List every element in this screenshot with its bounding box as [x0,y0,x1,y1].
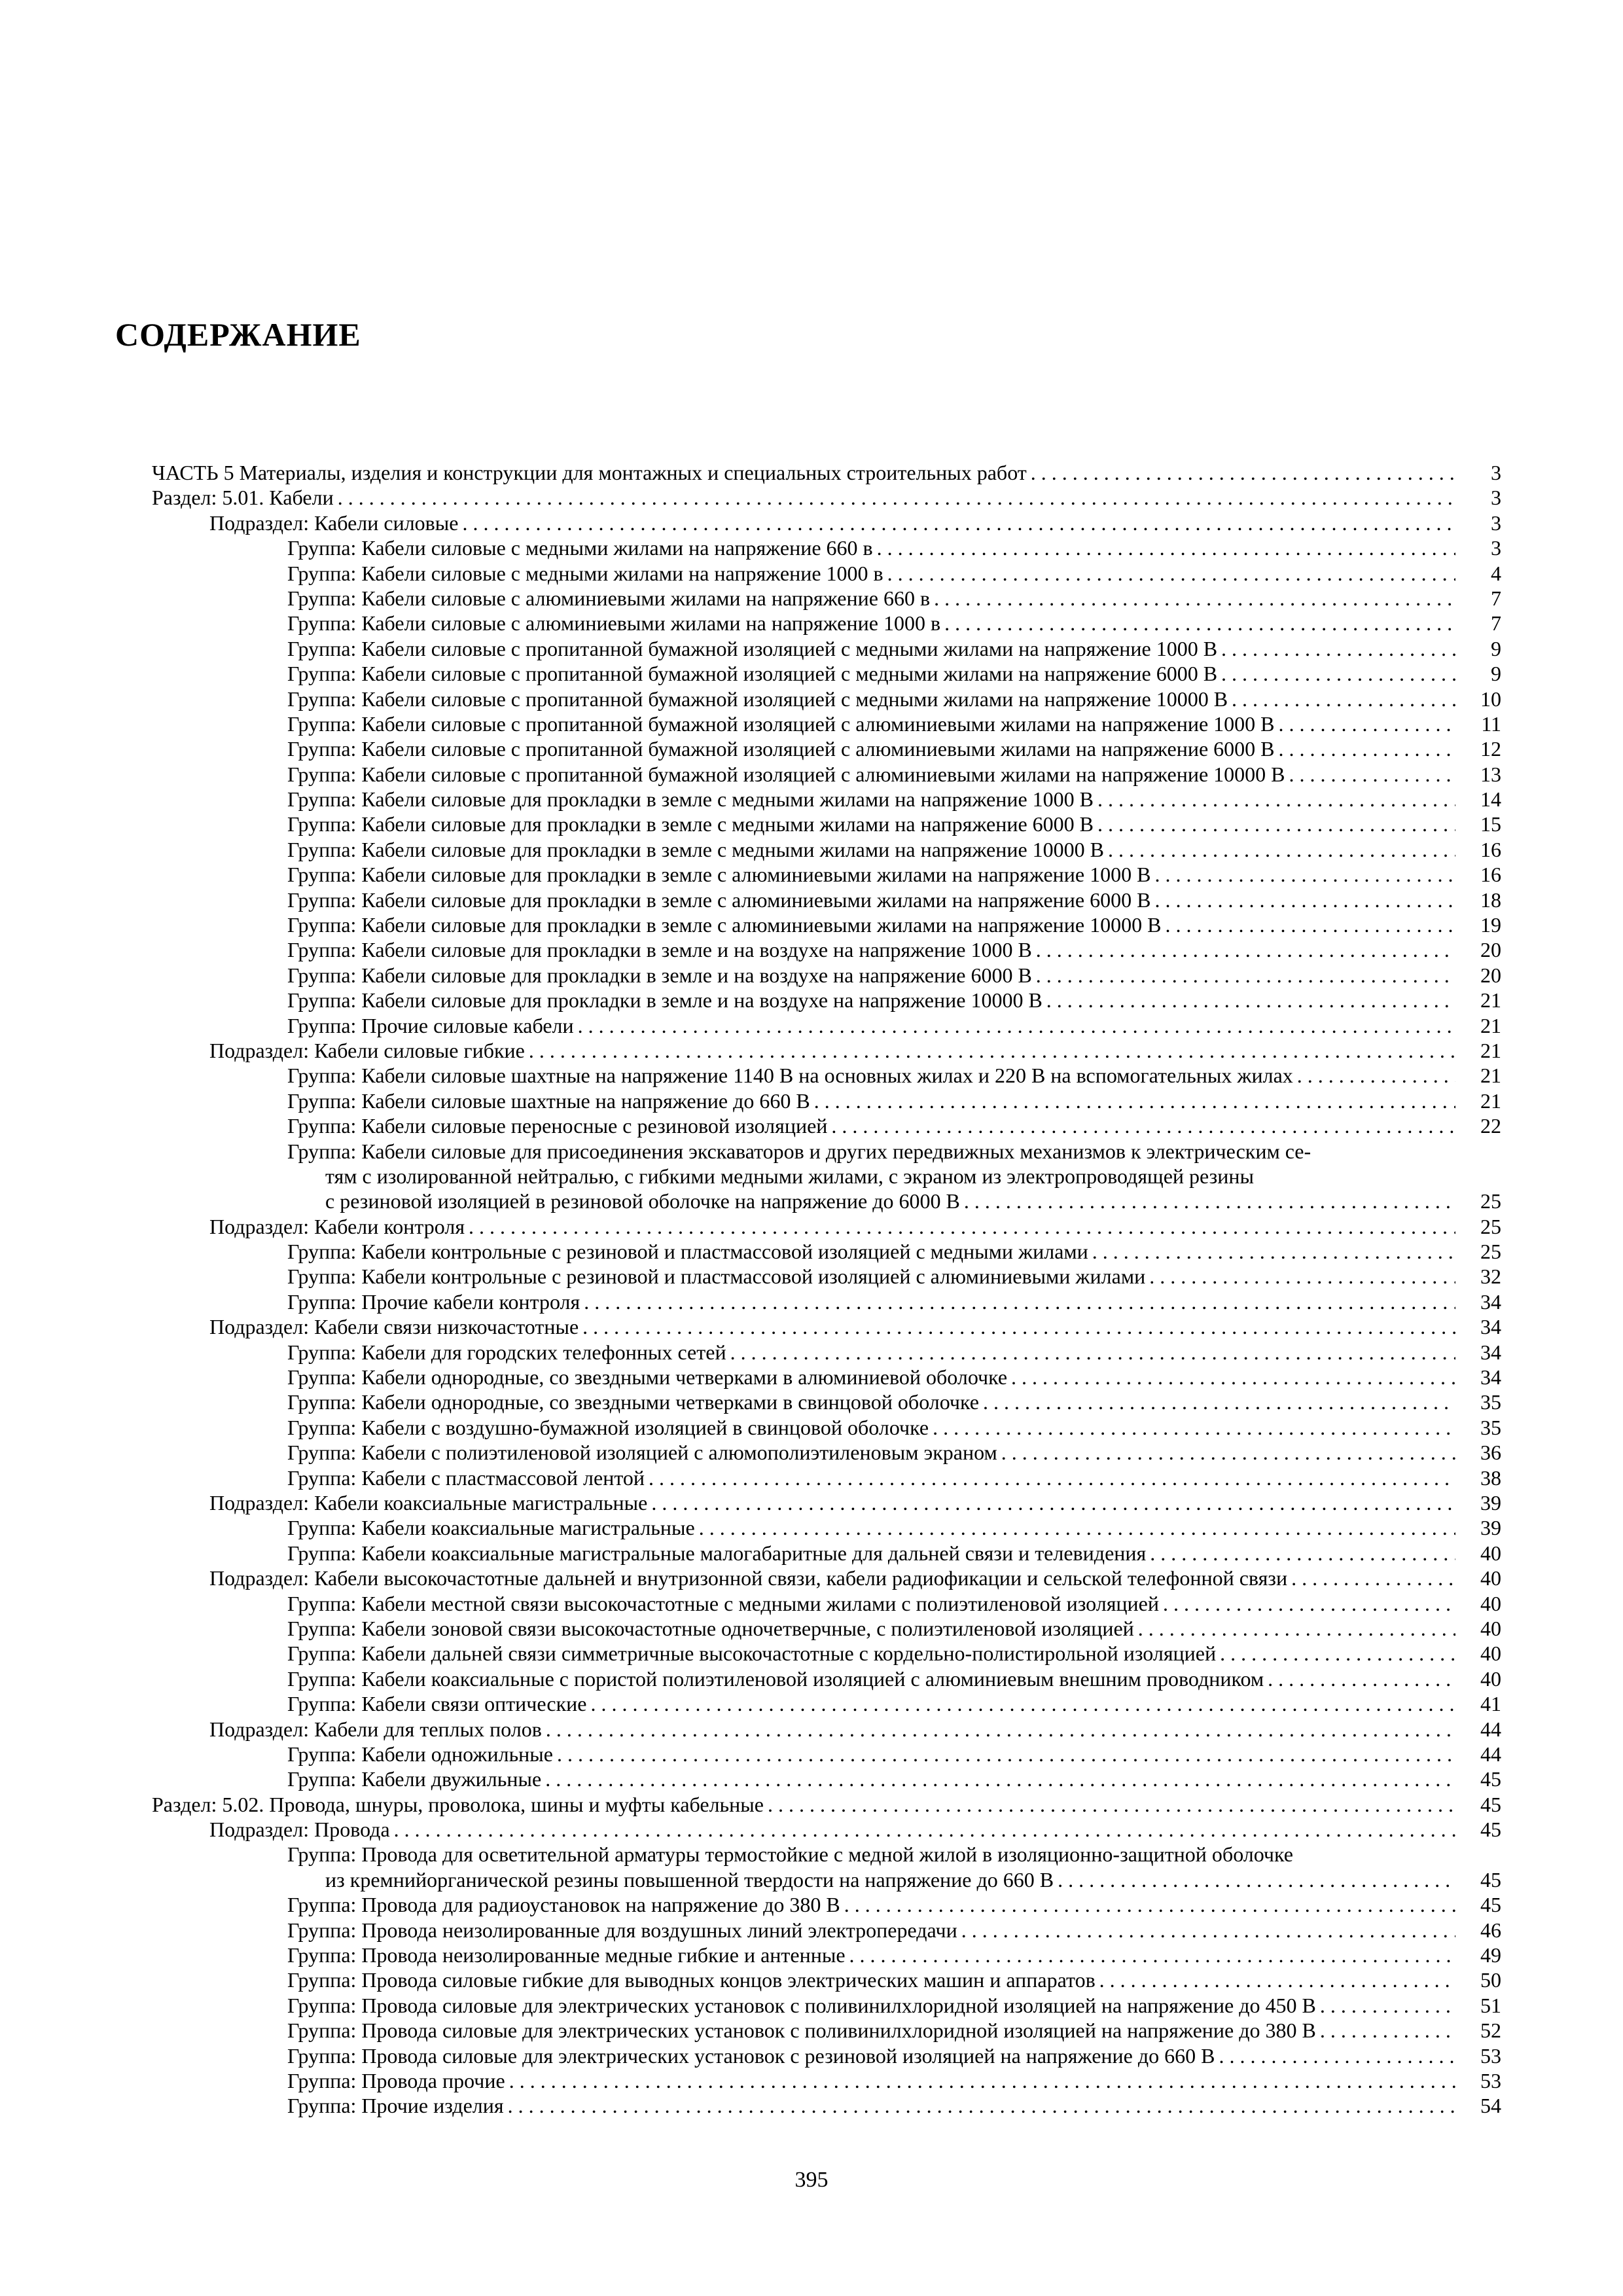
toc-page-number: 46 [1480,1918,1501,1942]
toc-page-number: 3 [1491,486,1501,510]
toc-entry-text: Группа: Кабели силовые шахтные на напряжение до 660 В [287,1088,810,1113]
toc-entry[interactable] [152,1541,1501,1566]
toc-page-number: 44 [1480,1742,1501,1766]
toc-entry[interactable] [152,1063,1501,1088]
toc-page-number: 45 [1480,1792,1501,1816]
toc-page-number: 39 [1480,1516,1501,1540]
dot-leader [390,1817,1455,1842]
dot-leader [1094,787,1455,812]
toc-entry[interactable] [152,1691,1501,1716]
dot-leader [1146,1541,1455,1566]
toc-page-number: 40 [1480,1641,1501,1666]
dot-leader [334,485,1455,510]
toc-page-number: 3 [1491,536,1501,560]
toc-page-number: 50 [1480,1968,1501,1992]
toc-entry[interactable] [152,1390,1501,1414]
toc-entry-text: Группа: Кабели силовые с пропитанной бумажной изоляцией с медными жилами на напряжение 10000 В [287,687,1228,711]
toc-page-number: 9 [1491,636,1501,660]
toc-entry[interactable] [152,1239,1501,1264]
toc-page-number: 45 [1480,1818,1501,1842]
toc-entry[interactable] [152,888,1501,912]
toc-entry-text: Группа: Провода для радиоустановок на напряжение до 380 В [287,1893,840,1917]
toc-page-number: 34 [1480,1289,1501,1314]
toc-entry[interactable] [152,862,1501,887]
toc-entry[interactable] [152,1566,1501,1590]
toc-entry[interactable] [152,1289,1501,1314]
dot-leader [579,1314,1455,1339]
toc-entry-text: Группа: Кабели однородные, со звездными четверками в алюминиевой оболочке [287,1365,1008,1390]
toc-page-number: 40 [1480,1541,1501,1565]
toc-entry[interactable] [152,511,1501,535]
toc-entry[interactable] [152,2093,1501,2118]
toc-entry-text: Подраздел: Кабели коаксиальные магистральные [209,1491,648,1515]
toc-entry-text: Группа: Кабели для городских телефонных сетей [287,1340,726,1364]
dot-leader [1274,736,1455,761]
toc-entry-text: Группа: Кабели с пластмассовой лентой [287,1465,645,1490]
dot-leader [930,586,1455,611]
toc-entry-text: Группа: Кабели двужильные [287,1767,542,1791]
dot-leader [1096,1967,1455,1992]
dot-leader [997,1440,1455,1465]
page-number: 395 [794,2168,829,2192]
toc-entry[interactable] [152,2043,1501,2068]
dot-leader [1032,937,1455,962]
toc-entry-text: Группа: Кабели силовые для прокладки в земле с алюминиевыми жилами на напряжение 10000 В [287,913,1162,937]
toc-page-number: 16 [1480,837,1501,861]
dot-leader [580,1289,1455,1314]
toc-entry-text: Подраздел: Кабели для теплых полов [209,1717,542,1741]
toc-entry-text: Группа: Кабели местной связи высокочастотные с медными жилами с полиэтиленовой изоляцией [287,1591,1159,1615]
dot-leader [647,1490,1455,1515]
toc-entry-text: Раздел: 5.02. Провода, шнуры, проволока, шины и муфты кабельные [152,1792,764,1816]
toc-entry-text: Группа: Кабели контрольные с резиновой и пластмассовой изоляцией с медными жилами [287,1240,1088,1264]
toc-entry[interactable] [152,1967,1501,1992]
toc-page-number: 53 [1480,2043,1501,2068]
toc-entry-text: Группа: Кабели с полиэтиленовой изоляцией с алюмополиэтиленовым экраном [287,1441,997,1465]
toc-entry-text: Группа: Кабели силовые с медными жилами на напряжение 1000 в [287,561,883,585]
toc-entry-text: Группа: Кабели силовые с пропитанной бумажной изоляцией с медными жилами на напряжение 1000 В [287,636,1218,660]
toc-entry-text: Группа: Кабели одножильные [287,1742,553,1766]
toc-entry-text: Группа: Кабели силовые для прокладки в земле с медными жилами на напряжение 1000 В [287,787,1094,812]
dot-leader [1217,636,1455,661]
toc-entry[interactable] [152,687,1501,711]
dot-leader [1054,1867,1455,1892]
dot-leader [960,1189,1455,1213]
toc-entry[interactable] [152,1892,1501,1917]
toc-entry[interactable] [152,1490,1501,1515]
toc-page-number: 34 [1480,1340,1501,1364]
toc-page-number: 22 [1480,1114,1501,1138]
toc-entry-text: Группа: Кабели силовые для прокладки в земле с алюминиевыми жилами на напряжение 1000 В [287,863,1151,887]
dot-leader [1043,988,1455,1013]
toc-entry-text: Подраздел: Кабели силовые [209,511,459,535]
toc-page-number: 25 [1480,1189,1501,1213]
toc-entry[interactable] [152,1265,1501,1289]
dot-leader [979,1390,1455,1414]
toc-entry-text: Группа: Кабели силовые с пропитанной бумажной изоляцией с медными жилами на напряжение 6000 В [287,662,1218,686]
toc-entry-text: Группа: Кабели зоновой связи высокочастотные одночетверчные, с полиэтиленовой изоляцией [287,1616,1134,1640]
toc-entry-text: Подраздел: Кабели контроля [209,1214,465,1238]
toc-entry-text: Группа: Кабели силовые с пропитанной бумажной изоляцией с алюминиевыми жилами на напряжение 6000 В [287,737,1275,761]
toc-entry-text: Группа: Кабели силовые для прокладки в земле с медными жилами на напряжение 6000 В [287,812,1094,836]
toc-entry[interactable] [152,1365,1501,1390]
dot-leader [574,1013,1455,1038]
toc-entry[interactable] [152,937,1501,962]
dot-leader [1145,1264,1455,1289]
dot-leader [504,2093,1455,2118]
dot-leader [541,1767,1455,1791]
toc-page-number: 45 [1480,1893,1501,1917]
dot-leader [1228,687,1455,711]
dot-leader [883,561,1455,586]
dot-leader [764,1792,1455,1817]
toc-page-number: 34 [1480,1315,1501,1339]
dot-leader [695,1515,1455,1540]
dot-leader [1216,1641,1455,1666]
toc-page-number: 45 [1480,1767,1501,1791]
toc-page-number: 14 [1480,787,1501,812]
toc-page-number: 7 [1491,611,1501,636]
toc-page-number: 3 [1491,460,1501,484]
dot-leader [873,535,1455,560]
toc-page-number: 20 [1480,963,1501,987]
toc-page-number: 25 [1480,1240,1501,1264]
toc-entry-text: Группа: Кабели силовые с алюминиевыми жилами на напряжение 660 в [287,586,931,610]
dot-leader [1150,888,1455,912]
toc-entry[interactable] [152,963,1501,988]
toc-entry-text: Подраздел: Провода [209,1818,390,1842]
toc-entry[interactable] [152,1792,1501,1817]
toc-page-number: 21 [1480,1038,1501,1062]
toc-entry-text: Группа: Прочие силовые кабели [287,1013,574,1037]
toc-page-number: 32 [1480,1265,1501,1289]
toc-entry-text: Группа: Провода силовые для электрических установок с резиновой изоляцией на напряжение до 660 В [287,2043,1215,2068]
toc-entry[interactable] [152,561,1501,586]
toc-page-number: 39 [1480,1491,1501,1515]
dot-leader [1088,1239,1455,1264]
toc-entry-text: Подраздел: Кабели силовые гибкие [209,1038,525,1062]
dot-leader [929,1415,1455,1440]
toc-entry[interactable] [152,1013,1501,1038]
toc-entry[interactable] [152,1817,1501,1842]
toc-entry-text: Группа: Прочие изделия [287,2094,504,2118]
toc-page-number: 9 [1491,662,1501,686]
toc-entry-text: тям с изолированной нейтралью, с гибкими медными жилами, с экраном из электропроводящей резины [325,1164,1254,1188]
toc-entry-text: Группа: Кабели коаксиальные магистральные малогабаритные для дальней связи и телевидения [287,1541,1147,1565]
toc-entry-text: Группа: Провода неизолированные для воздушных линий электропередачи [287,1918,957,1942]
toc-page-number: 25 [1480,1214,1501,1238]
toc-entry-text: Группа: Кабели связи оптические [287,1692,587,1716]
toc-entry[interactable] [152,2068,1501,2093]
toc-entry[interactable] [152,1666,1501,1691]
toc-entry-text: Подраздел: Кабели связи низкочастотные [209,1315,579,1339]
dot-leader [1215,2043,1455,2068]
toc-entry-text: Группа: Кабели силовые для присоединения экскаваторов и других передвижных механизмов к электрическим се- [287,1139,1311,1163]
toc-entry-text: ЧАСТЬ 5 Материалы, изделия и конструкции для монтажных и специальных строительных работ [152,460,1027,484]
toc-entry[interactable] [152,1415,1501,1440]
toc-entry[interactable] [152,1113,1501,1138]
toc-entry[interactable] [152,1340,1501,1365]
dot-leader [1287,1566,1455,1590]
toc-page-number: 40 [1480,1666,1501,1691]
toc-entry-text: Группа: Провода силовые для электрических установок с поливинилхлоридной изоляцией на напряжение до 380 В [287,2018,1316,2043]
toc-entry[interactable] [152,460,1501,485]
toc-page-number: 40 [1480,1566,1501,1590]
dot-leader [525,1038,1455,1063]
toc-page-number: 21 [1480,1064,1501,1088]
dot-leader [1316,1993,1455,2018]
dot-leader [645,1465,1455,1490]
toc-page-number: 34 [1480,1365,1501,1390]
dot-leader [458,511,1455,535]
toc-page-number: 7 [1491,586,1501,610]
toc-entry-text: Раздел: 5.01. Кабели [152,486,334,510]
toc-entry[interactable] [152,485,1501,510]
toc-entry-text: Группа: Кабели силовые для прокладки в земле с медными жилами на напряжение 10000 В [287,837,1104,861]
toc-entry-text: Группа: Провода силовые для электрических установок с поливинилхлоридной изоляцией на напряжение до 450 В [287,1993,1316,2017]
toc-entry[interactable] [152,2018,1501,2043]
toc-entry-text: Подраздел: Кабели высокочастотные дальней и внутризонной связи, кабели радиофикации и сельской телефонной связи [209,1566,1288,1590]
dot-leader [1293,1063,1455,1088]
toc-entry[interactable] [152,988,1501,1013]
dot-leader [1161,912,1455,937]
dot-leader [586,1691,1455,1716]
toc-page-number: 21 [1480,1088,1501,1113]
dot-leader [1094,812,1455,836]
toc-entry[interactable] [152,1038,1501,1063]
toc-entry-text: Группа: Кабели силовые с медными жилами на напряжение 660 в [287,536,873,560]
toc-entry[interactable] [152,812,1501,836]
toc-entry[interactable] [152,1943,1501,1967]
dot-leader [957,1918,1455,1943]
page-title: СОДЕРЖАНИЕ [115,316,361,353]
toc-page-number: 20 [1480,938,1501,962]
toc-page-number: 21 [1480,988,1501,1013]
toc-entry[interactable] [152,762,1501,787]
dot-leader [940,611,1455,636]
toc-entry-text: Группа: Кабели коаксиальные с пористой полиэтиленовой изоляцией с алюминиевым внешним проводником [287,1666,1264,1691]
toc-entry-text: Группа: Кабели однородные, со звездными четверками в свинцовой оболочке [287,1390,979,1414]
toc-page-number: 38 [1480,1465,1501,1490]
toc-entry[interactable] [152,1591,1501,1616]
dot-leader [726,1340,1455,1365]
table-of-contents [152,460,1501,2119]
dot-leader [1316,2018,1455,2043]
toc-entry-text: Группа: Кабели силовые с пропитанной бумажной изоляцией с алюминиевыми жилами на напряжение 1000 В [287,711,1275,736]
toc-page-number: 49 [1480,1943,1501,1967]
toc-entry[interactable] [152,586,1501,611]
dot-leader [840,1892,1455,1917]
dot-leader [1159,1591,1455,1616]
dot-leader [542,1717,1455,1742]
toc-entry-text: Группа: Провода неизолированные медные гибкие и антенные [287,1943,846,1967]
toc-page-number: 4 [1491,561,1501,585]
toc-page-number: 11 [1481,711,1501,736]
dot-leader [1104,837,1455,862]
toc-entry-text: Группа: Кабели контрольные с резиновой и пластмассовой изоляцией с алюминиевыми жилами [287,1265,1146,1289]
dot-leader [1274,711,1455,736]
toc-entry-text: Группа: Кабели силовые для прокладки в земле и на воздухе на напряжение 1000 В [287,938,1032,962]
dot-leader [1032,963,1455,988]
toc-entry[interactable] [152,1465,1501,1490]
toc-page-number: 44 [1480,1717,1501,1741]
toc-entry[interactable] [152,1616,1501,1641]
toc-page-number: 53 [1480,2068,1501,2092]
toc-page-number: 40 [1480,1616,1501,1640]
toc-entry[interactable] [152,611,1501,636]
toc-entry[interactable] [152,787,1501,812]
toc-page-number: 3 [1491,511,1501,535]
toc-page-number: 10 [1480,687,1501,711]
toc-entry-text: из кремнийорганической резины повышенной твердости на напряжение до 660 В [325,1867,1054,1892]
toc-page-number: 35 [1480,1390,1501,1414]
toc-entry-text: Группа: Кабели коаксиальные магистральные [287,1516,695,1540]
toc-entry[interactable] [152,661,1501,686]
toc-page-number: 45 [1480,1867,1501,1892]
toc-page-number: 13 [1480,762,1501,786]
toc-page-number: 21 [1480,1013,1501,1037]
toc-entry[interactable] [152,535,1501,560]
toc-entry-text: Группа: Кабели силовые переносные с резиновой изоляцией [287,1114,828,1138]
toc-entry-text: Группа: Кабели силовые для прокладки в земле и на воздухе на напряжение 6000 В [287,963,1032,987]
toc-page-number: 35 [1480,1415,1501,1439]
dot-leader [846,1943,1455,1967]
toc-entry-text: с резиновой изоляцией в резиновой оболочке на напряжение до 6000 В [325,1189,960,1213]
toc-entry-text: Группа: Кабели силовые с алюминиевыми жилами на напряжение 1000 в [287,611,941,636]
toc-entry-text: Группа: Кабели силовые шахтные на напряжение 1140 В на основных жилах и 220 В на вспомогательных жилах [287,1064,1293,1088]
toc-entry-text: Группа: Провода прочие [287,2068,505,2092]
toc-entry[interactable] [152,1314,1501,1339]
toc-entry[interactable] [152,736,1501,761]
dot-leader [553,1742,1455,1767]
toc-entry-text: Группа: Провода силовые гибкие для выводных концов электрических машин и аппаратов [287,1968,1096,1992]
toc-entry[interactable] [152,1515,1501,1540]
toc-entry[interactable] [152,1139,1501,1214]
dot-leader [1285,762,1455,787]
toc-entry-text: Группа: Прочие кабели контроля [287,1289,580,1314]
toc-page-number: 52 [1480,2018,1501,2043]
toc-entry-text: Группа: Кабели силовые с пропитанной бумажной изоляцией с алюминиевыми жилами на напряжение 10000 В [287,762,1285,786]
toc-page-number: 51 [1480,1993,1501,2017]
toc-page-number: 15 [1480,812,1501,836]
toc-page-number: 40 [1480,1591,1501,1615]
toc-entry[interactable] [152,912,1501,937]
dot-leader [465,1214,1455,1239]
dot-leader [505,2068,1455,2093]
toc-entry[interactable] [152,1088,1501,1113]
dot-leader [1134,1616,1455,1641]
toc-page-number: 41 [1480,1692,1501,1716]
toc-entry[interactable] [152,1842,1501,1892]
toc-entry[interactable] [152,1214,1501,1239]
dot-leader [1217,661,1455,686]
dot-leader [1150,862,1455,887]
toc-entry-text: Группа: Кабели силовые для прокладки в земле с алюминиевыми жилами на напряжение 6000 В [287,888,1151,912]
toc-entry[interactable] [152,837,1501,862]
dot-leader [827,1113,1455,1138]
toc-entry[interactable] [152,1993,1501,2018]
toc-entry[interactable] [152,711,1501,736]
toc-entry[interactable] [152,636,1501,661]
toc-page-number: 54 [1480,2094,1501,2118]
toc-page-number: 12 [1480,737,1501,761]
toc-page-number: 18 [1480,888,1501,912]
toc-entry[interactable] [152,1440,1501,1465]
dot-leader [1027,460,1455,485]
toc-entry[interactable] [152,1918,1501,1943]
dot-leader [1264,1666,1455,1691]
toc-entry[interactable] [152,1717,1501,1742]
toc-page-number: 16 [1480,863,1501,887]
toc-entry[interactable] [152,1641,1501,1666]
dot-leader [1007,1365,1455,1390]
dot-leader [810,1088,1455,1113]
toc-entry-text: Группа: Кабели дальней связи симметричные высокочастотные с кордельно-полистирольной изоляцией [287,1641,1217,1666]
toc-page-number: 19 [1480,913,1501,937]
toc-entry[interactable] [152,1742,1501,1767]
toc-entry[interactable] [152,1767,1501,1791]
toc-entry-text: Группа: Кабели с воздушно-бумажной изоляцией в свинцовой оболочке [287,1415,929,1439]
toc-entry-text: Группа: Провода для осветительной арматуры термостойкие с медной жилой в изоляционно-защитной оболочке [287,1842,1293,1867]
toc-page-number: 36 [1480,1441,1501,1465]
toc-entry-text: Группа: Кабели силовые для прокладки в земле и на воздухе на напряжение 10000 В [287,988,1043,1013]
